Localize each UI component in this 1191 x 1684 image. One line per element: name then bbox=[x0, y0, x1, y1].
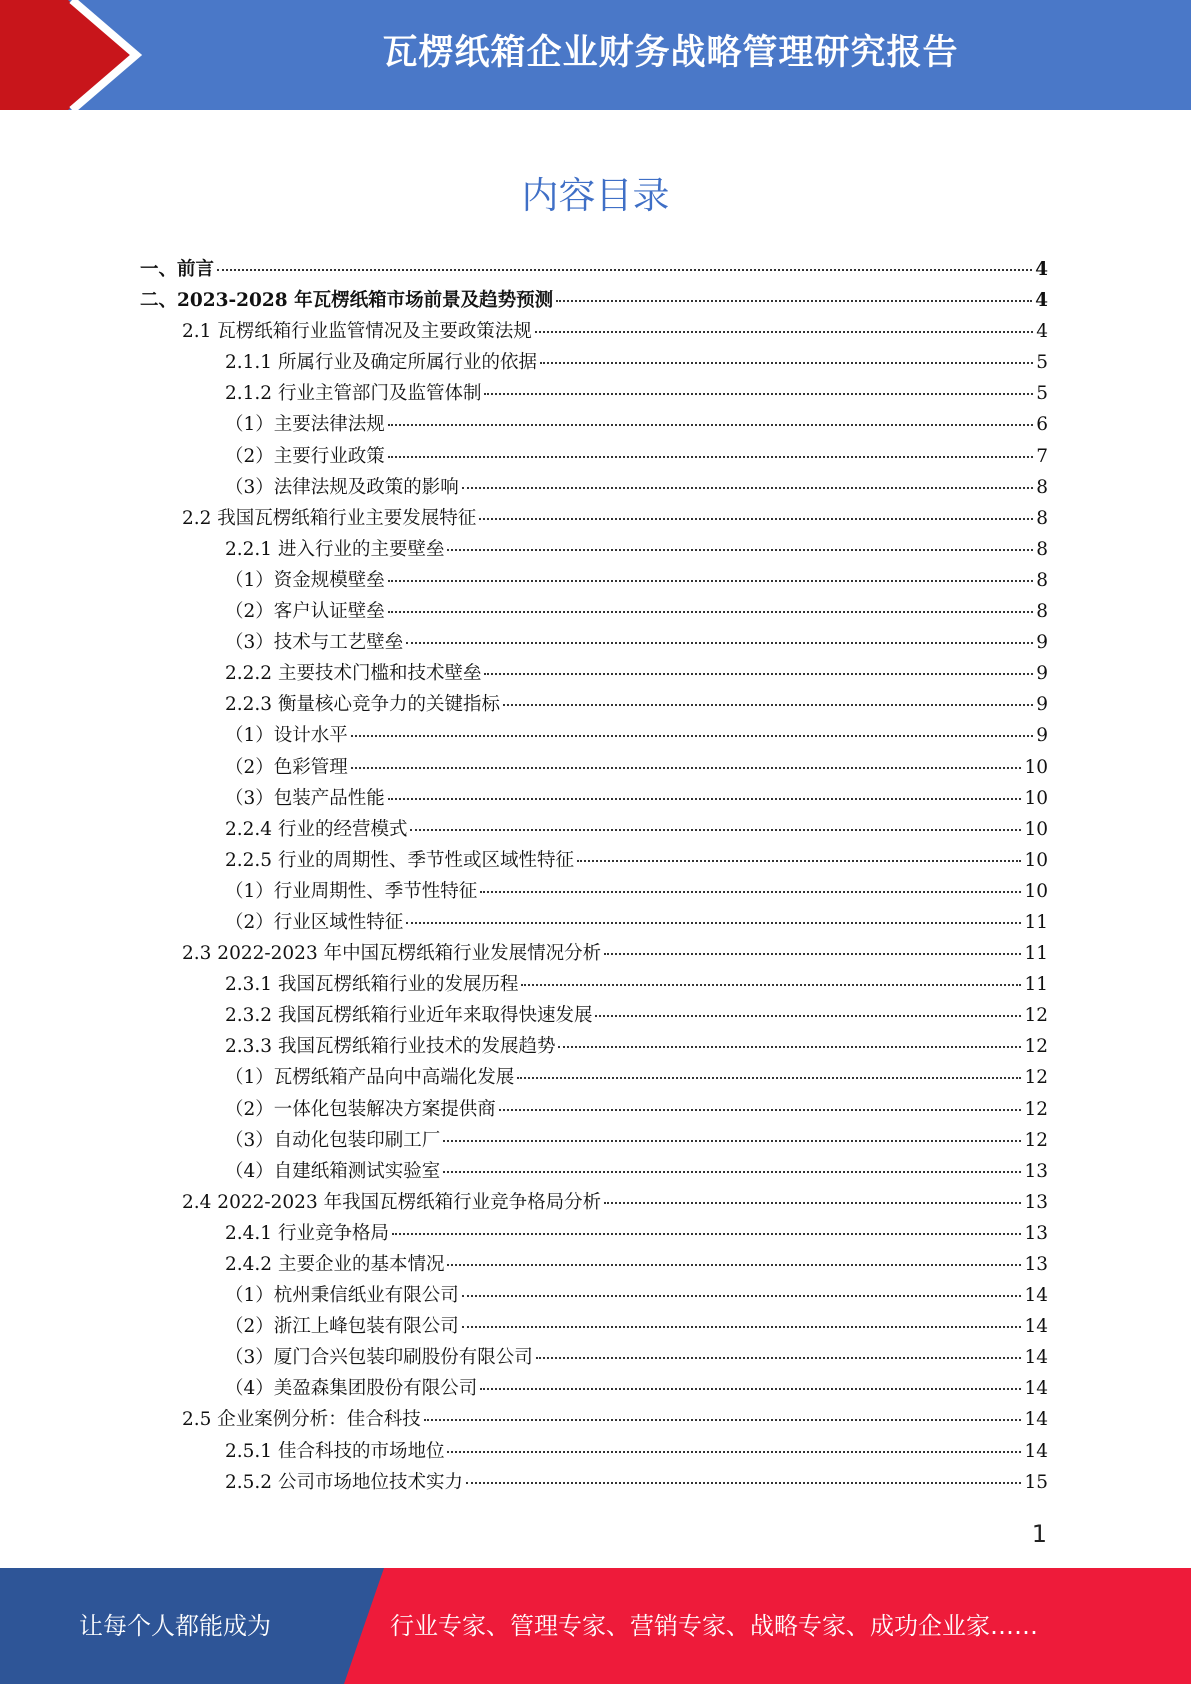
toc-entry[interactable] bbox=[140, 939, 1048, 970]
toc-entry[interactable] bbox=[140, 317, 1048, 348]
toc-entry-page: 4 bbox=[1035, 290, 1048, 312]
toc-dot-leader bbox=[447, 1264, 1021, 1266]
toc-entry-title: （4）美盈森集团股份有限公司 bbox=[225, 1378, 478, 1400]
toc-entry[interactable] bbox=[140, 1250, 1048, 1281]
report-title: 瓦楞纸箱企业财务战略管理研究报告 bbox=[382, 33, 959, 73]
toc-entry[interactable] bbox=[140, 1032, 1048, 1063]
toc-entry-page: 12 bbox=[1024, 1067, 1048, 1089]
toc-entry-page: 8 bbox=[1036, 538, 1048, 560]
toc-dot-leader bbox=[351, 767, 1022, 769]
toc-entry-title: （1）瓦楞纸箱产品向中高端化发展 bbox=[225, 1067, 515, 1089]
toc-dot-leader bbox=[388, 456, 1033, 458]
toc-entry[interactable] bbox=[140, 1126, 1048, 1157]
toc-entry-page: 12 bbox=[1024, 1098, 1048, 1120]
toc-entry-title: 2.4 2022-2023 年我国瓦楞纸箱行业竞争格局分析 bbox=[182, 1191, 602, 1213]
toc-entry-title: （1）行业周期性、季节性特征 bbox=[225, 880, 478, 902]
toc-entry[interactable] bbox=[140, 1281, 1048, 1312]
toc-entry-page: 12 bbox=[1024, 1129, 1048, 1151]
toc-dot-leader bbox=[466, 1482, 1021, 1484]
toc-entry[interactable] bbox=[140, 1157, 1048, 1188]
toc-dot-leader bbox=[556, 300, 1032, 302]
toc-dot-leader bbox=[521, 984, 1021, 986]
toc-entry-title: 2.3.2 我国瓦楞纸箱行业近年来取得快速发展 bbox=[225, 1005, 593, 1027]
toc-heading: 内容目录 bbox=[521, 174, 670, 217]
toc-entry-title: （1）资金规模壁垒 bbox=[225, 569, 385, 591]
toc-entry[interactable] bbox=[140, 535, 1048, 566]
toc-entry[interactable] bbox=[140, 659, 1048, 690]
toc-entry-title: 一、前言 bbox=[140, 259, 215, 280]
toc-entry-title: 2.2.1 进入行业的主要壁垒 bbox=[225, 538, 445, 560]
toc-dot-leader bbox=[388, 798, 1022, 800]
toc-entry[interactable] bbox=[140, 1405, 1048, 1436]
toc-entry-page: 11 bbox=[1024, 943, 1048, 965]
toc-dot-leader bbox=[392, 1233, 1021, 1235]
toc-dot-leader bbox=[484, 393, 1033, 395]
toc-dot-leader bbox=[499, 1109, 1022, 1111]
page-number: 1 bbox=[1031, 1520, 1047, 1548]
toc-entry-page: 5 bbox=[1036, 383, 1048, 405]
toc-dot-leader bbox=[217, 269, 1032, 271]
toc-entry-title: （2）客户认证壁垒 bbox=[225, 601, 385, 623]
toc-entry-page: 13 bbox=[1024, 1191, 1048, 1213]
toc-entry-title: 2.2.4 行业的经营模式 bbox=[225, 818, 408, 840]
toc-entry[interactable] bbox=[140, 504, 1048, 535]
toc-entry-title: 2.2.5 行业的周期性、季节性或区域性特征 bbox=[225, 849, 574, 871]
toc-dot-leader bbox=[447, 1451, 1021, 1453]
toc-entry-page: 14 bbox=[1024, 1409, 1048, 1431]
toc-entry-title: （1）杭州秉信纸业有限公司 bbox=[225, 1285, 459, 1307]
toc-entry-page: 8 bbox=[1036, 601, 1048, 623]
toc-dot-leader bbox=[406, 922, 1021, 924]
toc-entry[interactable] bbox=[140, 815, 1048, 846]
toc-entry-page: 13 bbox=[1024, 1160, 1048, 1182]
toc-entry[interactable] bbox=[140, 1219, 1048, 1250]
toc-dot-leader bbox=[424, 1419, 1022, 1421]
toc-entry-title: （3）包装产品性能 bbox=[225, 787, 385, 809]
toc-entry-page: 13 bbox=[1024, 1254, 1048, 1275]
toc-entry-title: （3）法律法规及政策的影响 bbox=[225, 476, 459, 498]
toc-dot-leader bbox=[535, 331, 1033, 333]
toc-dot-leader bbox=[443, 1171, 1021, 1173]
toc-entry[interactable] bbox=[140, 877, 1048, 908]
toc-entry-title: （3）厦门合兴包装印刷股份有限公司 bbox=[225, 1347, 533, 1369]
toc-entry-page: 8 bbox=[1036, 476, 1048, 498]
toc-entry[interactable] bbox=[140, 1063, 1048, 1094]
toc-entry-title: （1）主要法律法规 bbox=[225, 414, 385, 436]
toc-dot-leader bbox=[388, 580, 1033, 582]
toc-entry[interactable] bbox=[140, 1343, 1048, 1374]
toc-dot-leader bbox=[462, 487, 1033, 489]
toc-entry-title: 2.5 企业案例分析：佳合科技 bbox=[182, 1409, 421, 1431]
toc-dot-leader bbox=[595, 1015, 1021, 1017]
toc-entry-page: 10 bbox=[1024, 756, 1048, 778]
toc-dot-leader bbox=[351, 735, 1033, 737]
toc-dot-leader bbox=[517, 1077, 1021, 1079]
toc-dot-leader bbox=[540, 362, 1033, 364]
toc-entry-title: 2.5.1 佳合科技的市场地位 bbox=[225, 1440, 445, 1462]
toc-entry-title: （2）一体化包装解决方案提供商 bbox=[225, 1098, 496, 1120]
toc-dot-leader bbox=[558, 1046, 1021, 1048]
toc-entry-page: 15 bbox=[1024, 1471, 1048, 1493]
toc-entry-page: 7 bbox=[1036, 445, 1048, 467]
toc-entry[interactable] bbox=[140, 1188, 1048, 1219]
toc-entry-page: 10 bbox=[1024, 787, 1048, 809]
toc-entry[interactable] bbox=[140, 628, 1048, 659]
toc-entry-title: （3）自动化包装印刷工厂 bbox=[225, 1129, 441, 1151]
toc-entry-title: 2.3 2022-2023 年中国瓦楞纸箱行业发展情况分析 bbox=[182, 943, 602, 965]
footer-slogan-left: 让每个人都能成为 bbox=[79, 1612, 271, 1640]
toc-entry-title: （2）色彩管理 bbox=[225, 756, 348, 778]
toc-entry-page: 8 bbox=[1036, 507, 1048, 529]
toc-entry-title: 2.4.2 主要企业的基本情况 bbox=[225, 1254, 445, 1275]
toc-entry-title: 2.2 我国瓦楞纸箱行业主要发展特征 bbox=[182, 507, 477, 529]
toc-entry-page: 11 bbox=[1024, 974, 1048, 996]
toc-entry-title: 2.2.3 衡量核心竞争力的关键指标 bbox=[225, 694, 500, 716]
toc-dot-leader bbox=[479, 518, 1033, 520]
toc-entry-page: 13 bbox=[1024, 1222, 1048, 1244]
toc-entry-title: 2.1 瓦楞纸箱行业监管情况及主要政策法规 bbox=[182, 321, 532, 343]
toc-entry-page: 10 bbox=[1024, 880, 1048, 902]
toc-dot-leader bbox=[484, 673, 1033, 675]
toc-entry-title: 2.2.2 主要技术门槛和技术壁垒 bbox=[225, 663, 482, 685]
toc-entry[interactable] bbox=[140, 442, 1048, 473]
toc-entry-title: （1）设计水平 bbox=[225, 725, 348, 747]
toc-dot-leader bbox=[447, 549, 1033, 551]
toc-entry-title: （2）主要行业政策 bbox=[225, 445, 385, 467]
toc-entry[interactable] bbox=[140, 753, 1048, 784]
toc-entry-page: 10 bbox=[1024, 849, 1048, 871]
toc-entry[interactable] bbox=[140, 1468, 1048, 1499]
toc-entry-page: 10 bbox=[1024, 818, 1048, 840]
toc-dot-leader bbox=[480, 1388, 1021, 1390]
toc-entry[interactable] bbox=[140, 1312, 1048, 1343]
toc-entry[interactable] bbox=[140, 410, 1048, 441]
toc-entry-title: 2.4.1 行业竞争格局 bbox=[225, 1222, 389, 1244]
toc-entry-page: 14 bbox=[1024, 1285, 1048, 1307]
footer-slogan-right: 行业专家、管理专家、营销专家、战略专家、成功企业家…… bbox=[390, 1612, 1038, 1640]
toc-entry-title: 2.3.3 我国瓦楞纸箱行业技术的发展趋势 bbox=[225, 1036, 556, 1058]
toc-entry[interactable] bbox=[140, 784, 1048, 815]
toc-dot-leader bbox=[577, 860, 1021, 862]
toc-dot-leader bbox=[388, 424, 1033, 426]
toc-entry-title: （3）技术与工艺壁垒 bbox=[225, 632, 404, 654]
toc-entry[interactable] bbox=[140, 721, 1048, 752]
page-footer bbox=[0, 1568, 1191, 1684]
toc-entry-title: 2.1.1 所属行业及确定所属行业的依据 bbox=[225, 352, 537, 374]
toc-entry-page: 12 bbox=[1024, 1005, 1048, 1027]
toc-dot-leader bbox=[503, 704, 1033, 706]
toc-entry-title: 2.3.1 我国瓦楞纸箱行业的发展历程 bbox=[225, 974, 519, 996]
toc-dot-leader bbox=[443, 1140, 1021, 1142]
toc-entry-page: 9 bbox=[1036, 725, 1048, 747]
toc-entry[interactable] bbox=[140, 379, 1048, 410]
toc-entry[interactable] bbox=[140, 286, 1048, 317]
toc-entry-page: 4 bbox=[1036, 321, 1048, 343]
toc-dot-leader bbox=[536, 1357, 1022, 1359]
toc-entry[interactable] bbox=[140, 1374, 1048, 1405]
toc-dot-leader bbox=[604, 1202, 1021, 1204]
toc-dot-leader bbox=[462, 1326, 1022, 1328]
toc-dot-leader bbox=[480, 891, 1021, 893]
toc-entry-title: （2）浙江上峰包装有限公司 bbox=[225, 1316, 459, 1338]
toc-dot-leader bbox=[410, 829, 1021, 831]
toc-entry-page: 8 bbox=[1036, 569, 1048, 591]
toc-entry-page: 5 bbox=[1036, 352, 1048, 374]
toc-entry-page: 11 bbox=[1024, 911, 1048, 933]
toc-dot-leader bbox=[406, 642, 1033, 644]
toc-entry[interactable] bbox=[140, 846, 1048, 877]
toc-entry[interactable] bbox=[140, 690, 1048, 721]
toc-entry-title: （4）自建纸箱测试实验室 bbox=[225, 1160, 441, 1182]
toc-entry-title: 二、2023-2028 年瓦楞纸箱市场前景及趋势预测 bbox=[140, 290, 554, 312]
toc-dot-leader bbox=[462, 1295, 1022, 1297]
toc-entry[interactable] bbox=[140, 970, 1048, 1001]
header-chevron-graphic bbox=[0, 0, 160, 110]
toc-entry-page: 14 bbox=[1024, 1440, 1048, 1462]
toc-entry-title: 2.5.2 公司市场地位技术实力 bbox=[225, 1471, 463, 1493]
toc-entry-page: 14 bbox=[1024, 1378, 1048, 1400]
toc-entry-page: 9 bbox=[1036, 694, 1048, 716]
toc-dot-leader bbox=[604, 953, 1021, 955]
page-header bbox=[0, 0, 1191, 110]
toc-entry-page: 14 bbox=[1024, 1316, 1048, 1338]
toc-entry[interactable] bbox=[140, 1001, 1048, 1032]
table-of-contents bbox=[140, 255, 1048, 1499]
toc-entry[interactable] bbox=[140, 566, 1048, 597]
toc-entry-page: 6 bbox=[1036, 414, 1048, 436]
toc-entry[interactable] bbox=[140, 1437, 1048, 1468]
toc-entry-page: 9 bbox=[1036, 663, 1048, 685]
toc-entry[interactable] bbox=[140, 473, 1048, 504]
toc-entry[interactable] bbox=[140, 348, 1048, 379]
toc-entry-page: 9 bbox=[1036, 632, 1048, 654]
toc-entry-title: （2）行业区域性特征 bbox=[225, 911, 404, 933]
toc-entry-page: 4 bbox=[1035, 259, 1048, 280]
toc-entry-title: 2.1.2 行业主管部门及监管体制 bbox=[225, 383, 482, 405]
toc-entry[interactable] bbox=[140, 908, 1048, 939]
toc-dot-leader bbox=[388, 611, 1033, 613]
toc-entry-page: 14 bbox=[1024, 1347, 1048, 1369]
toc-entry[interactable] bbox=[140, 1095, 1048, 1126]
toc-entry[interactable] bbox=[140, 597, 1048, 628]
toc-entry[interactable] bbox=[140, 255, 1048, 286]
toc-entry-page: 12 bbox=[1024, 1036, 1048, 1058]
